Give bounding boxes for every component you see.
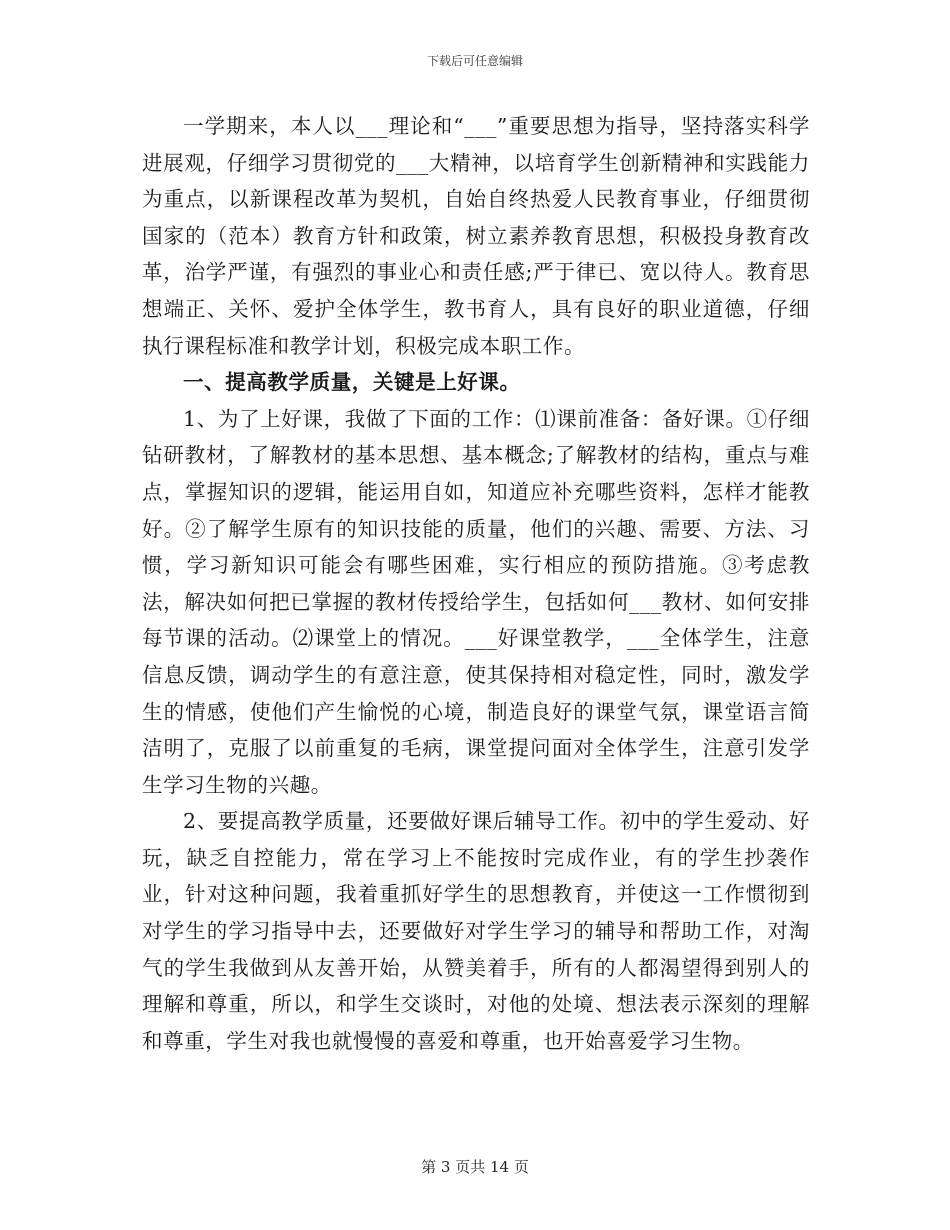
page-number: 第 3 页共 14 页 xyxy=(421,1158,529,1176)
paragraph-after-class-tutoring: 2、要提高教学质量，还要做好课后辅导工作。初中的学生爱动、好玩，缺乏自控能力，常在学习上不能按时完成作业，有的学生抄袭作业，针对这种问题，我着重抓好学生的思想教育，并使这一工作惯彻到对学生的学习指导中去，还要做好对学生学习的辅导和帮助工作，对淘气的学生我做到从友善开始，从赞美着手，所有的人都渴望得到别人的理解和尊重，所以，和学生交谈时，对他的处境、想法表示深刻的理解和尊重，学生对我也就慢慢的喜爱和尊重，也开始喜爱学习生物。 xyxy=(142,809,810,1053)
section-heading: 一、提高教学质量，关键是上好课。 xyxy=(183,370,521,395)
paragraph-intro: 一学期来，本人以___理论和“___”重要思想为指导，坚持落实科学进展观，仔细学习贯彻党的___大精神，以培育学生创新精神和实践能力为重点，以新课程改革为契机，自始自终热爱人民教育事业，仔细贯彻国家的（范本）教育方针和政策，树立素养教育思想，积极投身教育改革，治学严谨，有强烈的事业心和责任感;严于律已、宽以待人。教育思想端正、关怀、爱护全体学生，教书育人，具有良好的职业道德，仔细执行课程标准和教学计划，积极完成本职工作。 xyxy=(142,114,810,358)
document-body xyxy=(142,108,810,1059)
paragraph-lesson-preparation: 1、为了上好课，我做了下面的工作：⑴课前准备：备好课。①仔细钻研教材，了解教材的基本思想、基本概念;了解教材的结构，重点与难点，掌握知识的逻辑，能运用自如，知道应补充哪些资料，怎样才能教好。②了解学生原有的知识技能的质量，他们的兴趣、需要、方法、习惯，学习新知识可能会有哪些困难，实行相应的预防措施。③考虑教法，解决如何把已掌握的教材传授给学生，包括如何___教材、如何安排每节课的活动。⑵课堂上的情况。___好课堂教学，___全体学生，注意信息反馈，调动学生的有意注意，使其保持相对稳定性，同时，激发学生的情感，使他们产生愉悦的心境，制造良好的课堂气氛，课堂语言简洁明了，克服了以前重复的毛病，课堂提问面对全体学生，注意引发学生学习生物的兴趣。 xyxy=(142,406,810,797)
page-header: 下载后可任意编辑 xyxy=(426,54,523,68)
